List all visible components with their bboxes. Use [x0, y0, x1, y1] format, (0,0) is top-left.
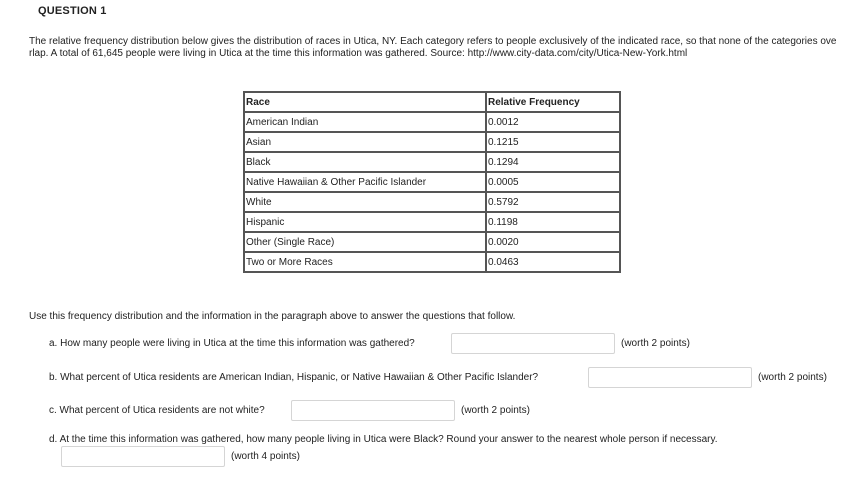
table-row: [244, 232, 620, 252]
question-d-points: (worth 4 points): [231, 451, 300, 462]
table-row: [244, 192, 620, 212]
frequency-cell: 0.0005: [486, 172, 620, 192]
relative-frequency-column-header: Relative Frequency: [486, 92, 620, 112]
question-title: QUESTION 1: [38, 5, 107, 17]
race-cell: Black: [244, 152, 486, 172]
instruction-text: Use this frequency distribution and the information in the paragraph above to answer the questions that follow.: [29, 311, 516, 322]
question-a-text: a. How many people were living in Utica at the time this information was gathered?: [49, 338, 415, 349]
question-b-text: b. What percent of Utica residents are American Indian, Hispanic, or Native Hawaiian & Other Pacific Islander?: [49, 372, 539, 383]
race-cell: Native Hawaiian & Other Pacific Islander: [244, 172, 486, 192]
frequency-cell: 0.1294: [486, 152, 620, 172]
table-row: [244, 152, 620, 172]
table-row: [244, 112, 620, 132]
answer-b-input[interactable]: [588, 367, 752, 388]
race-cell: American Indian: [244, 112, 486, 132]
race-cell: Other (Single Race): [244, 232, 486, 252]
table-row: [244, 172, 620, 192]
question-c-points: (worth 2 points): [461, 405, 530, 416]
frequency-cell: 0.0020: [486, 232, 620, 252]
question-c-text: c. What percent of Utica residents are not white?: [49, 405, 265, 416]
race-cell: Asian: [244, 132, 486, 152]
table-row: [244, 212, 620, 232]
relative-frequency-table: [243, 91, 621, 273]
table-row: [244, 252, 620, 272]
question-intro-text: The relative frequency distribution below gives the distribution of races in Utica, NY. Each category refers to people exclusively of the indicated race, so that none of the categories overlap. A total of 61,645 people were living in Utica at the time this information was gathered. Source: http://www.city-data.com/city/Utica-New-York.html: [29, 36, 837, 59]
question-d-text: d. At the time this information was gathered, how many people living in Utica were Black? Round your answer to the nearest whole person if necessary.: [49, 434, 718, 445]
frequency-cell: 0.5792: [486, 192, 620, 212]
frequency-cell: 0.0012: [486, 112, 620, 132]
race-cell: Hispanic: [244, 212, 486, 232]
answer-d-input[interactable]: [61, 446, 225, 467]
frequency-cell: 0.1215: [486, 132, 620, 152]
answer-c-input[interactable]: [291, 400, 455, 421]
question-b-points: (worth 2 points): [758, 372, 827, 383]
table-header-row: [244, 92, 620, 112]
frequency-cell: 0.1198: [486, 212, 620, 232]
race-column-header: Race: [244, 92, 486, 112]
question-a-points: (worth 2 points): [621, 338, 690, 349]
table-row: [244, 132, 620, 152]
race-cell: White: [244, 192, 486, 212]
frequency-cell: 0.0463: [486, 252, 620, 272]
race-cell: Two or More Races: [244, 252, 486, 272]
answer-a-input[interactable]: [451, 333, 615, 354]
